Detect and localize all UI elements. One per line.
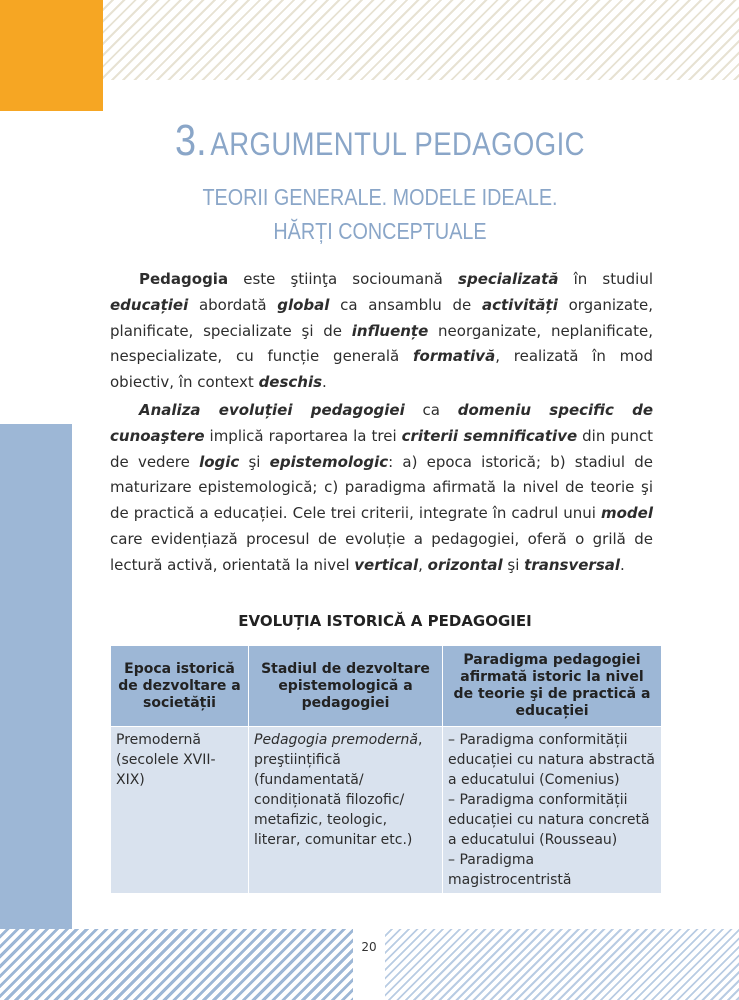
term-emphasis: influențe [351, 321, 429, 340]
paradigm-item: – Paradigma conformității educației cu natura concretă a educatului (Rousseau) [448, 792, 650, 848]
stage-italic-term: Pedagogia premodernă [254, 732, 418, 748]
paradigm-item: – Paradigma conformității educației cu natura abstractă a educatului (Comenius) [448, 732, 655, 788]
paragraph-1 [110, 267, 653, 396]
text-run: implică raportarea la trei [204, 426, 402, 445]
term-emphasis: orizontal [427, 555, 503, 574]
text-run: care evidențiază procesul de evoluție a pedagogiei, oferă o grilă de lectură activă, orientată la nivel [110, 529, 653, 574]
page-number: 20 [361, 940, 377, 954]
header-paradigm: Paradigma pedagogiei afirmată istoric la nivel de teorie şi de practică a educației [443, 646, 662, 727]
chapter-subtitle [174, 180, 587, 248]
text-run: organizate, planificate, specializate şi de [110, 295, 653, 340]
term-emphasis: Analiza evoluției pedagogiei [139, 400, 405, 419]
term-emphasis: educației [110, 295, 189, 314]
text-run: abordată [188, 295, 278, 314]
term-pedagogia: Pedagogia [139, 270, 229, 288]
text-run: este ştiinţa socioumană [228, 270, 459, 288]
text-run: : a) epoca istorică; b) stadiul de maturizare epistemologică; c) paradigma afirmată la nivel de teorie şi de practică a educației. Cele trei criterii, integrate în cadrul unui [110, 452, 653, 523]
header-historical-epoch: Epoca istorică de dezvoltare a societății [111, 646, 249, 727]
top-stripe-pattern [103, 0, 739, 80]
paradigm-item: – Paradigma magistrocentristă [448, 852, 572, 888]
left-blue-bar [0, 424, 72, 929]
term-emphasis: criterii semnificative [401, 426, 578, 445]
table-header-row [111, 646, 662, 727]
text-run: în studiul [558, 270, 654, 288]
term-emphasis: domeniu specific de cunoaştere [110, 400, 653, 445]
text-run: neorganizate, neplanificate, nespecializate, cu funcție generală [110, 321, 653, 366]
term-emphasis: activități [482, 295, 558, 314]
table-title: EVOLUȚIA ISTORICĂ A PEDAGOGIEI [238, 612, 532, 630]
text-run: ca ansamblu de [329, 295, 482, 314]
paragraph-2 [110, 398, 653, 579]
evolution-table [110, 645, 662, 894]
cell-stage [249, 727, 443, 894]
text-run: şi [239, 452, 270, 471]
term-emphasis: transversal [524, 555, 621, 574]
body-text [110, 267, 653, 579]
subtitle-line-2: HĂRȚI CONCEPTUALE [273, 218, 487, 244]
term-emphasis: vertical [354, 555, 419, 574]
subtitle-line-1: TEORII GENERALE. MODELE IDEALE. [202, 184, 558, 210]
chapter-heading: ARGUMENTUL PEDAGOGIC [210, 126, 585, 162]
text-run: ca [404, 400, 458, 419]
text-run: . [620, 555, 625, 574]
text-run: şi [502, 555, 525, 574]
chapter-number: 3. [175, 116, 207, 165]
table-row [111, 727, 662, 894]
text-run: din punct de vedere [110, 426, 654, 471]
cell-epoch: Premodernă (secolele XVII-XIX) [111, 727, 249, 894]
term-emphasis: logic [199, 452, 240, 471]
term-emphasis: specializată [458, 270, 559, 288]
text-run: . [322, 373, 327, 392]
bottom-left-stripe-pattern [0, 929, 353, 1000]
text-run: , realizată în mod obiectiv, în context [110, 347, 653, 392]
term-emphasis: global [277, 295, 330, 314]
term-emphasis: epistemologic [269, 452, 389, 471]
orange-corner-block [0, 0, 103, 111]
stage-description: , preştiințifică (fundamentată/ condiționată filozofic/ metafizic, teologic, literar, comunitar etc.) [254, 732, 423, 848]
cell-paradigm [443, 727, 662, 894]
text-run: , [418, 555, 428, 574]
term-emphasis: model [601, 504, 653, 523]
header-epistemological-stage: Stadiul de dezvoltare epistemologică a pedagogiei [249, 646, 443, 727]
chapter-title [139, 116, 621, 166]
term-emphasis: formativă [413, 347, 496, 366]
bottom-right-stripe-pattern [385, 929, 739, 1000]
term-emphasis: deschis [258, 373, 323, 392]
